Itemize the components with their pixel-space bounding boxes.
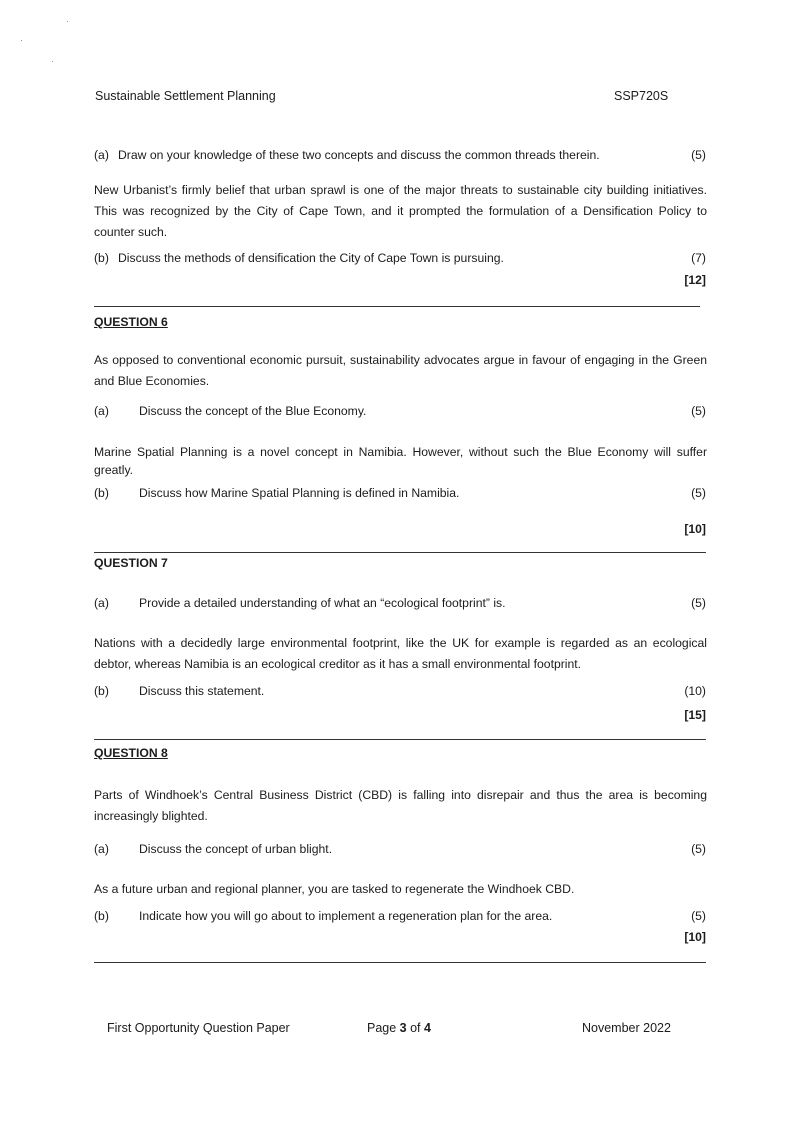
divider-line bbox=[94, 552, 706, 553]
q5-part-a bbox=[94, 148, 706, 166]
footer-date: November 2022 bbox=[582, 1021, 671, 1035]
footer-page-of: of bbox=[406, 1021, 424, 1035]
q7-a-marks: (5) bbox=[691, 596, 706, 610]
q8-a-label: (a) bbox=[94, 842, 109, 856]
q6-part-b bbox=[94, 486, 706, 504]
q6-total-marks: [10] bbox=[684, 522, 706, 536]
q8-a-text: Discuss the concept of urban blight. bbox=[139, 842, 333, 856]
q5-a-text: Draw on your knowledge of these two concepts and discuss the common threads therein. bbox=[118, 148, 600, 162]
q6-b-label: (b) bbox=[94, 486, 109, 500]
q7-a-label: (a) bbox=[94, 596, 109, 610]
q5-b-label: (b) bbox=[94, 251, 109, 265]
q5-part-b bbox=[94, 251, 706, 269]
divider-line bbox=[94, 739, 706, 740]
q5-b-text: Discuss the methods of densification the City of Cape Town is pursuing. bbox=[118, 251, 504, 265]
q7-b-text: Discuss this statement. bbox=[139, 684, 265, 698]
q7-b-marks: (10) bbox=[684, 684, 706, 698]
q8-intro: Parts of Windhoek’s Central Business District (CBD) is falling into disrepair and thus the area is becoming increasingly blighted. bbox=[94, 788, 707, 823]
q7-a-text: Provide a detailed understanding of what an “ecological footprint” is. bbox=[139, 596, 506, 610]
q6-a-label: (a) bbox=[94, 404, 109, 418]
q7-b-label: (b) bbox=[94, 684, 109, 698]
q5-b-marks: (7) bbox=[691, 251, 706, 265]
q6-paragraph: Marine Spatial Planning is a novel concept in Namibia. However, without such the Blue Economy will suffer greatly. bbox=[94, 445, 707, 477]
q5-a-label: (a) bbox=[94, 148, 109, 162]
q5-a-marks: (5) bbox=[691, 148, 706, 162]
q8-heading: QUESTION 8 bbox=[94, 746, 168, 760]
header-course-title: Sustainable Settlement Planning bbox=[95, 89, 276, 103]
header-course-code: SSP720S bbox=[614, 89, 669, 103]
q8-part-a bbox=[94, 842, 706, 860]
q7-part-a bbox=[94, 596, 706, 614]
q6-intro: As opposed to conventional economic pursuit, sustainability advocates argue in favour of engaging in the Green and Blue Economies. bbox=[94, 353, 707, 388]
q5-total-marks: [12] bbox=[684, 273, 706, 287]
q5-paragraph: New Urbanist’s firmly belief that urban sprawl is one of the major threats to sustainable city building initiatives. This was recognized by the City of Cape Town, and it prompted the formulation of a Densification Policy to counter such. bbox=[94, 183, 707, 239]
q8-paragraph: As a future urban and regional planner, you are tasked to regenerate the Windhoek CBD. bbox=[94, 882, 575, 896]
divider-line bbox=[94, 306, 700, 307]
footer-paper-label: First Opportunity Question Paper bbox=[107, 1021, 290, 1035]
q6-heading: QUESTION 6 bbox=[94, 315, 168, 329]
q8-total-marks: [10] bbox=[684, 930, 706, 944]
scan-speck bbox=[52, 61, 53, 62]
q7-total-marks: [15] bbox=[684, 708, 706, 722]
footer-page-prefix: Page bbox=[367, 1021, 400, 1035]
q7-heading: QUESTION 7 bbox=[94, 556, 168, 570]
q6-a-text: Discuss the concept of the Blue Economy. bbox=[139, 404, 367, 418]
q8-part-b bbox=[94, 909, 706, 927]
q8-b-text: Indicate how you will go about to implement a regeneration plan for the area. bbox=[139, 909, 553, 923]
q6-part-a bbox=[94, 404, 706, 422]
q8-a-marks: (5) bbox=[691, 842, 706, 856]
scan-speck bbox=[67, 21, 68, 22]
q6-a-marks: (5) bbox=[691, 404, 706, 418]
footer-page-number bbox=[367, 1021, 431, 1035]
q7-paragraph: Nations with a decidedly large environmental footprint, like the UK for example is regarded as an ecological debtor, whereas Namibia is an ecological creditor as it has a small environmental footprint. bbox=[94, 636, 707, 671]
q8-b-marks: (5) bbox=[691, 909, 706, 923]
scan-speck bbox=[21, 40, 22, 41]
footer-page-total: 4 bbox=[424, 1021, 431, 1035]
q8-b-label: (b) bbox=[94, 909, 109, 923]
q7-part-b bbox=[94, 684, 706, 702]
divider-line bbox=[94, 962, 706, 963]
q6-b-marks: (5) bbox=[691, 486, 706, 500]
q6-b-text: Discuss how Marine Spatial Planning is defined in Namibia. bbox=[139, 486, 460, 500]
footer-page-current: 3 bbox=[399, 1021, 407, 1035]
